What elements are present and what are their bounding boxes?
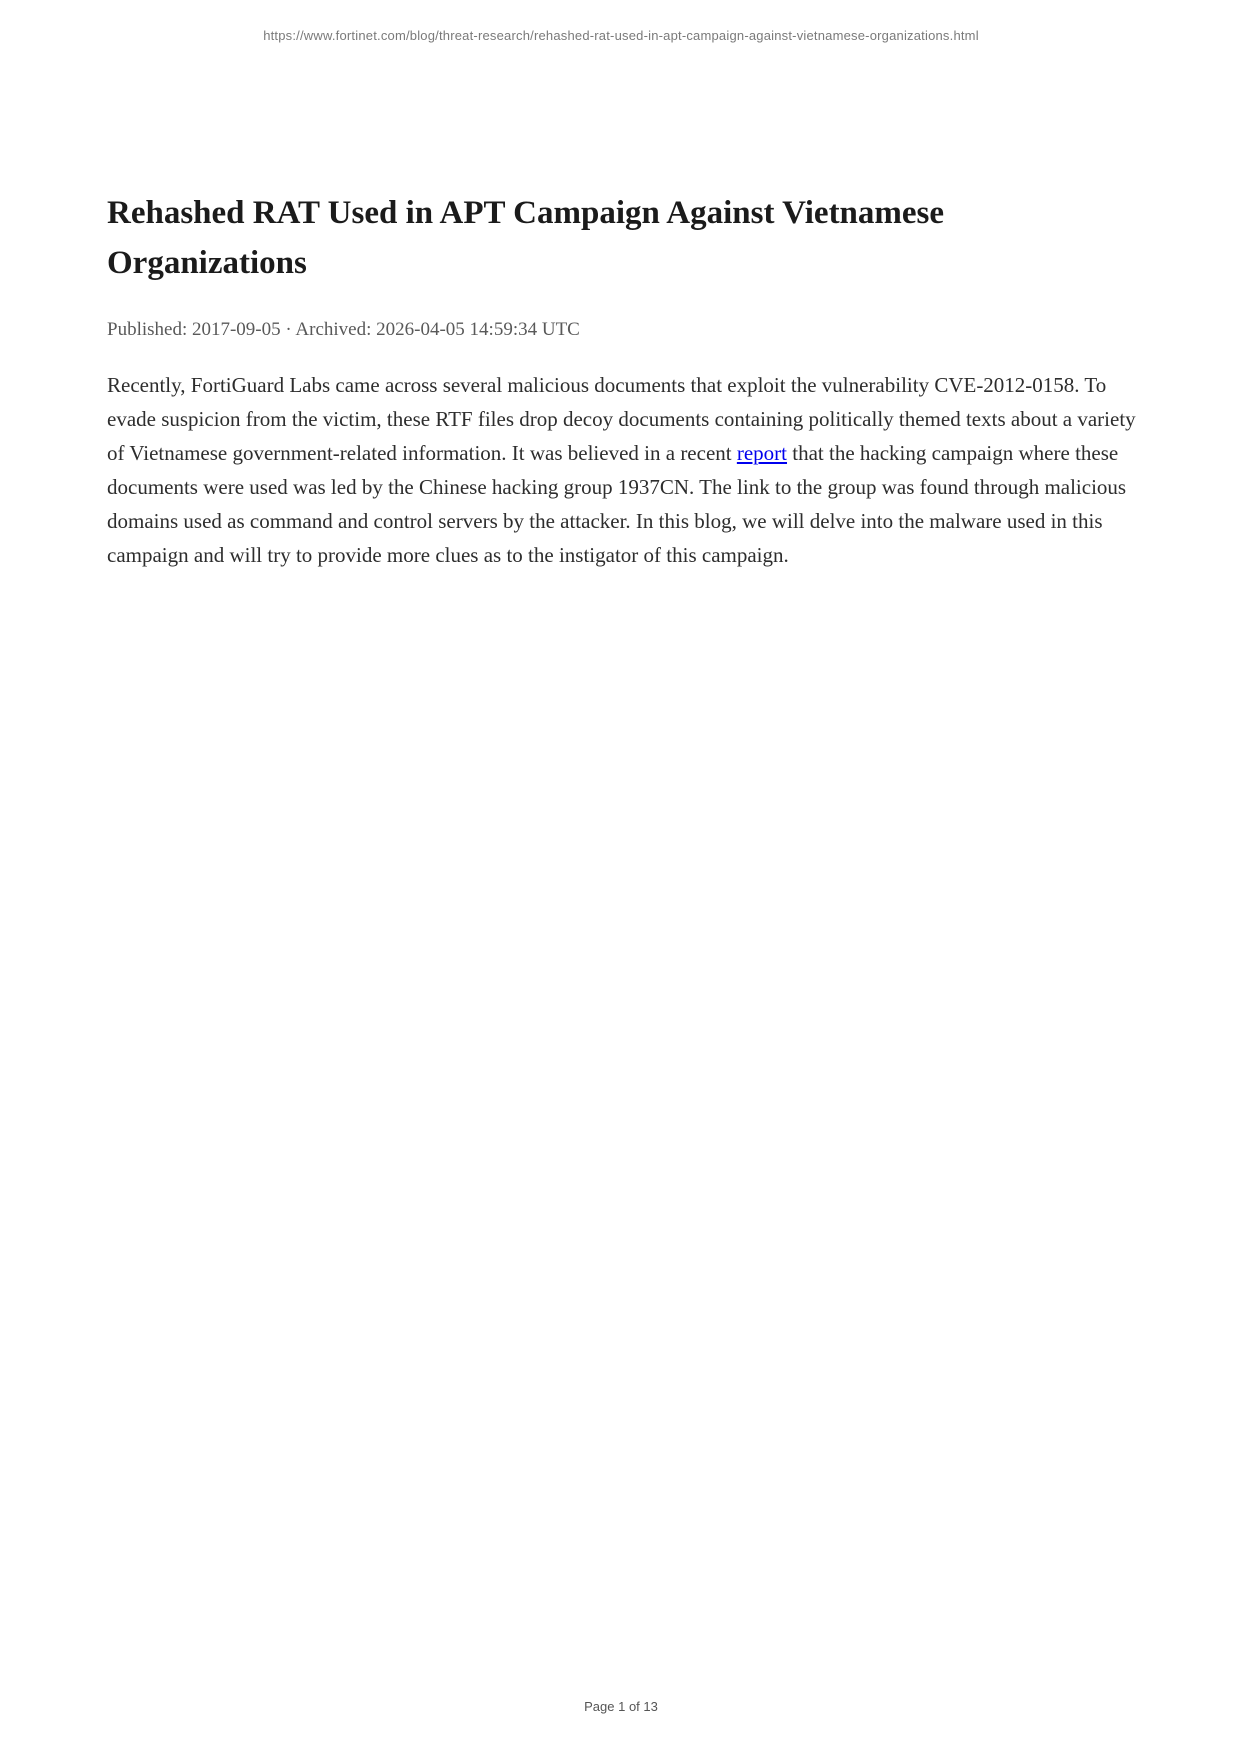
page-header-url: https://www.fortinet.com/blog/threat-research/rehashed-rat-used-in-apt-campaign-against-vietnamese-organizations.html [263, 28, 979, 43]
report-link[interactable]: report [736, 441, 788, 465]
article-title: Rehashed RAT Used in APT Campaign Against Vietnamese Organizations [107, 195, 945, 281]
article [107, 188, 1142, 593]
paragraph-text-before-link: Recently, FortiGuard Labs came across several malicious documents that exploit the vulnerability CVE-2012-0158. To evade suspicion from the victim, these RTF files drop decoy documents containing politically themed texts about a variety of Vietnamese government-related information. It was believed in a recent [107, 373, 1136, 465]
article-meta: Published: 2017-09-05 · Archived: 2026-04-05 14:59:34 UTC [107, 319, 580, 340]
paragraph-text-after-link: that the hacking campaign where these documents were used was led by the Chinese hacking group 1937CN. The link to the group was found through malicious domains used as command and control servers by the attacker. In this blog, we will delve into the malware used in this campaign and will try to provide more clues as to the instigator of this campaign. [107, 441, 1127, 567]
article-paragraph [107, 368, 1142, 572]
page-footer: Page 1 of 13 [584, 1699, 658, 1714]
